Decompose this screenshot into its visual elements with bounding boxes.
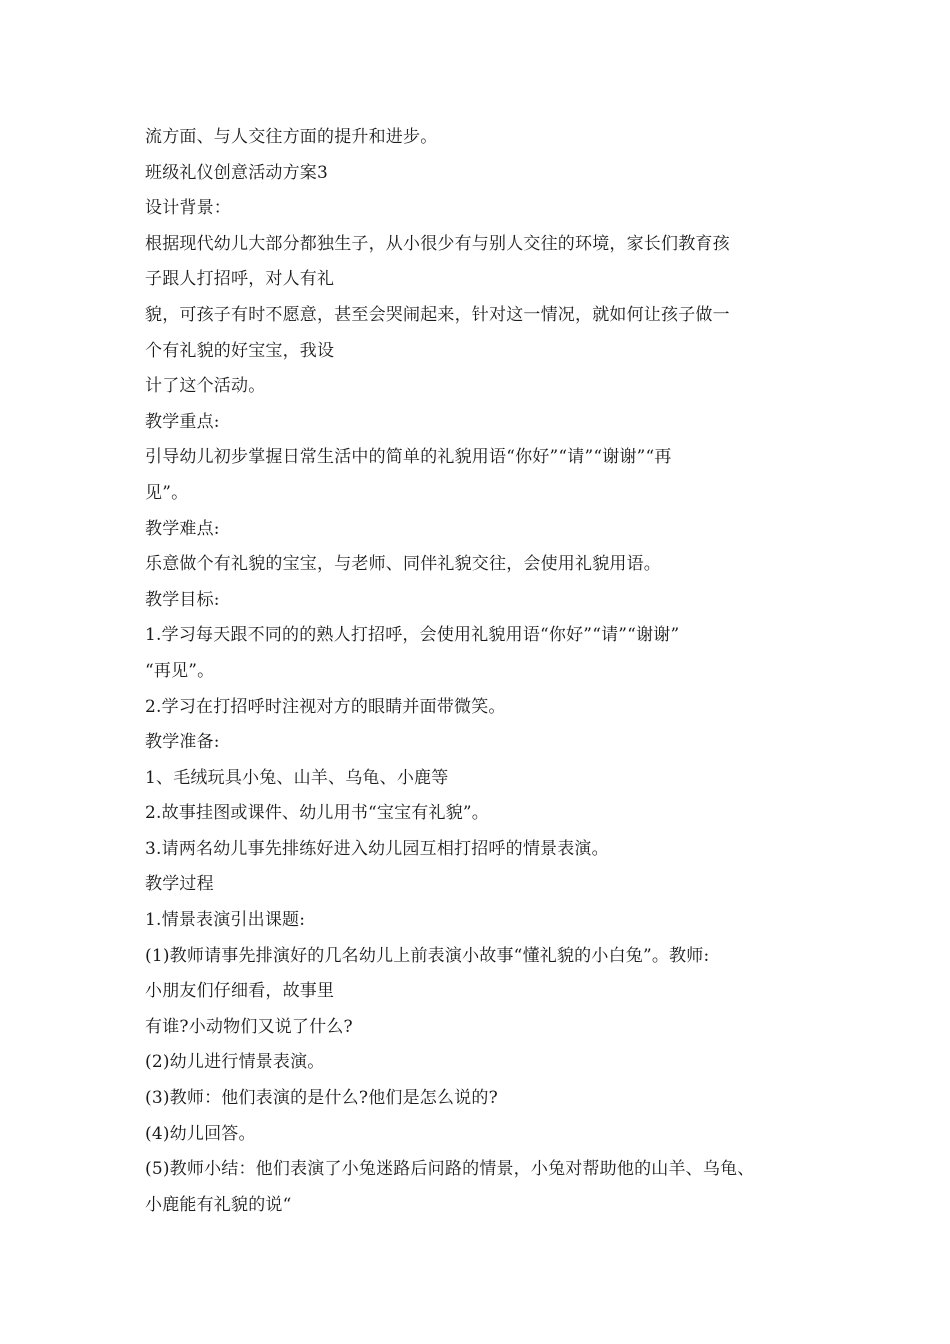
text-line: 乐意做个有礼貌的宝宝，与老师、同伴礼貌交往，会使用礼貌用语。 [145, 554, 661, 575]
heading-teaching-goals: 教学目标: [145, 589, 220, 610]
heading-teaching-process: 教学过程 [145, 874, 214, 895]
list-item: (1)教师请事先排演好的几名幼儿上前表演小故事“懂礼貌的小白兔”。教师: [145, 945, 710, 966]
text-line: 流方面、与人交往方面的提升和进步。 [145, 127, 438, 147]
list-item: 1.学习每天跟不同的的熟人打招呼，会使用礼貌用语“你好”“请”“谢谢” [145, 625, 680, 646]
heading-design-background: 设计背景： [145, 198, 231, 219]
text-line: 小朋友们仔细看，故事里 [145, 981, 335, 1002]
list-item: (4)幼儿回答。 [145, 1123, 256, 1144]
section-title: 班级礼仪创意活动方案3 [145, 162, 329, 183]
text-line: 根据现代幼儿大部分都独生子，从小很少有与别人交往的环境，家长们教育孩 [145, 233, 730, 254]
heading-teaching-difficulty: 教学难点: [145, 518, 220, 539]
list-item: (5)教师小结：他们表演了小兔迷路后问路的情景，小兔对帮助他的山羊、乌龟、 [145, 1159, 755, 1180]
text-line: 小鹿能有礼貌的说“ [145, 1194, 292, 1215]
list-item: 1.情景表演引出课题: [145, 910, 306, 931]
heading-teaching-preparation: 教学准备: [145, 732, 220, 753]
list-item: 2.故事挂图或课件、幼儿用书“宝宝有礼貌”。 [145, 803, 490, 824]
text-line: 计了这个活动。 [145, 376, 266, 397]
heading-teaching-focus: 教学重点: [145, 411, 220, 432]
text-line: 引导幼儿初步掌握日常生活中的简单的礼貌用语“你好”“请”“谢谢”“再 [145, 447, 672, 468]
list-item: 2.学习在打招呼时注视对方的眼睛并面带微笑。 [145, 696, 506, 717]
text-line: 个有礼貌的好宝宝，我设 [145, 340, 335, 361]
text-line: 有谁?小动物们又说了什么? [145, 1016, 353, 1037]
list-item: 1、毛绒玩具小兔、山羊、乌龟、小鹿等 [145, 767, 449, 788]
text-line: 子跟人打招呼，对人有礼 [145, 269, 335, 290]
text-line: “再见”。 [145, 660, 215, 681]
list-item: (3)教师：他们表演的是什么?他们是怎么说的? [145, 1088, 498, 1109]
text-line: 貌，可孩子有时不愿意，甚至会哭闹起来，针对这一情况，就如何让孩子做一 [145, 304, 730, 325]
list-item: 3.请两名幼儿事先排练好进入幼儿园互相打招呼的情景表演。 [145, 838, 609, 859]
document-body [145, 120, 825, 1223]
list-item: (2)幼儿进行情景表演。 [145, 1052, 325, 1073]
text-line: 见”。 [145, 482, 189, 503]
